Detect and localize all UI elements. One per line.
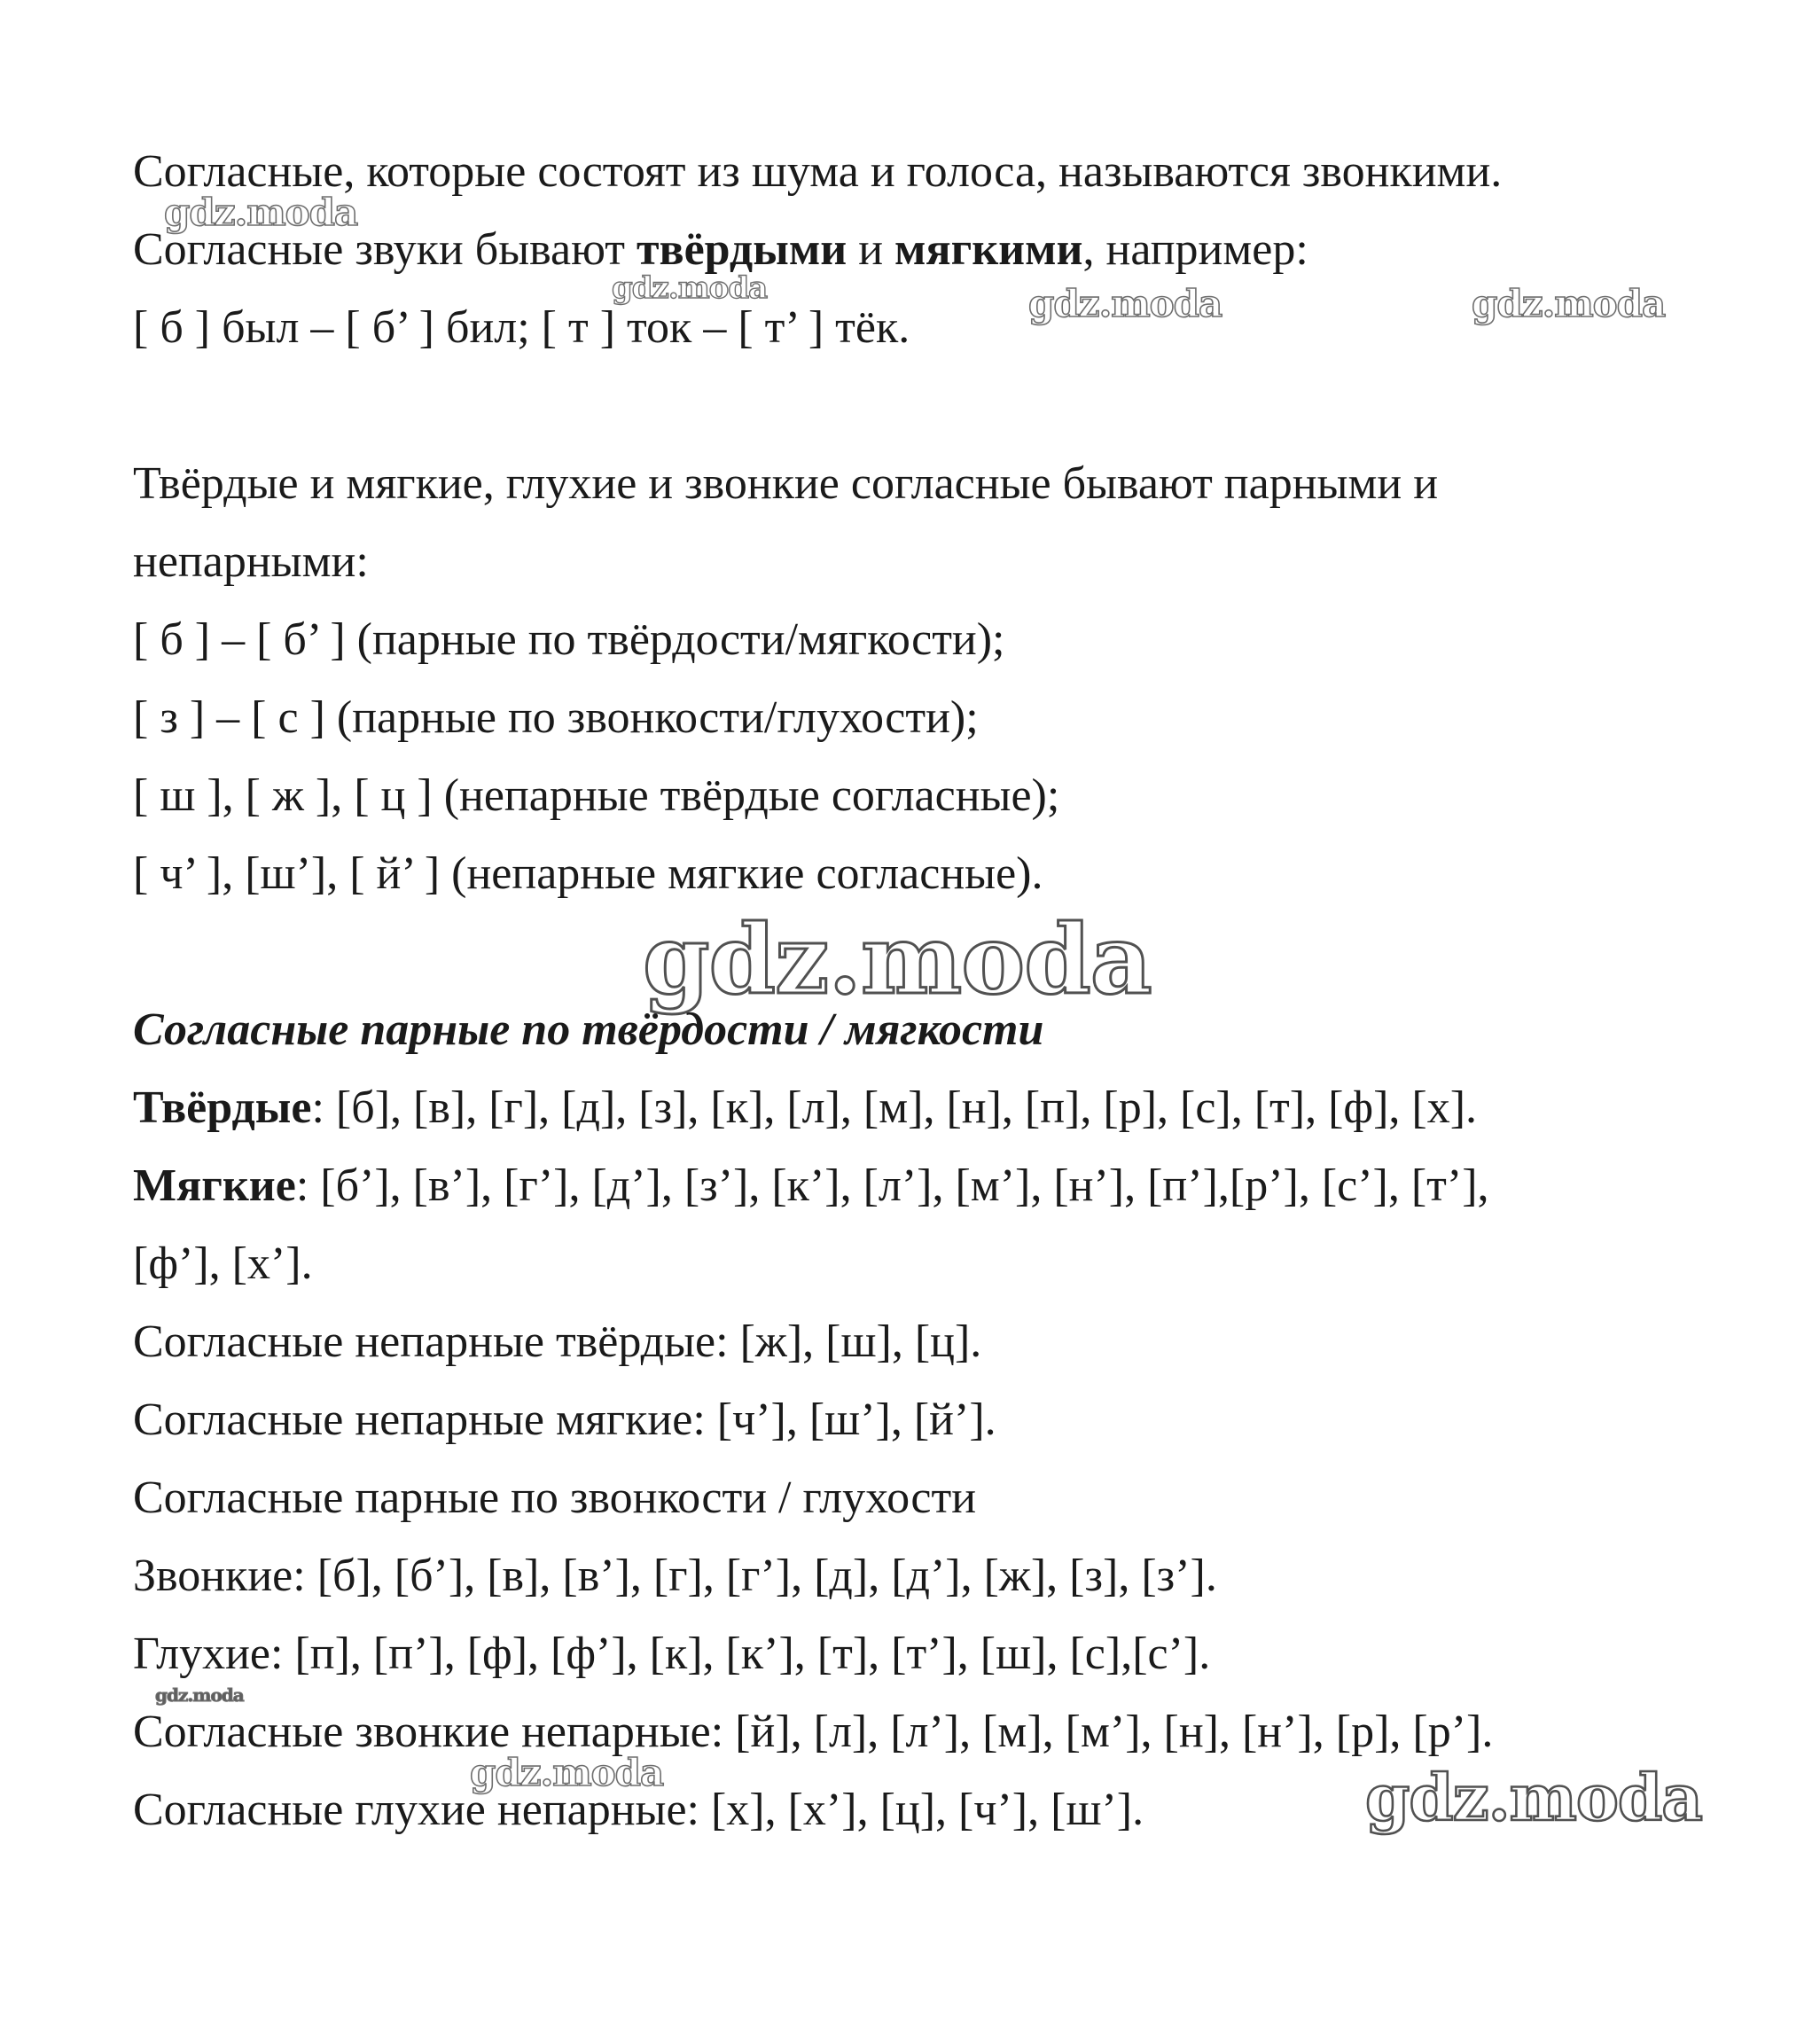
text-span: , например: [1082,224,1308,275]
text-line: Согласные звонкие непарные: [й], [л], [л’], [м], [м’], [н], [н’], [р], [р’]. [133,1707,1494,1757]
hard-label: Твёрдые [133,1082,312,1133]
text-line: непарными: [133,536,369,587]
text-line-example: [ б ] был – [ б’ ] бил; [ т ] ток – [ т’ ] тёк. [133,302,910,353]
watermark-logo: gdz.moda [155,1684,244,1706]
text-line: Глухие: [п], [п’], [ф], [ф’], [к], [к’], [т], [т’], [ш], [с],[с’]. [133,1629,1211,1679]
spacer [133,367,1782,445]
hard-consonants-line [133,1069,1782,1147]
text-line: Согласные, которые состоят из шума и голоса, называются звонкими. [133,146,1503,197]
hard-list: : [б], [в], [г], [д], [з], [к], [л], [м], [н], [п], [р], [с], [т], [ф], [х]. [311,1082,1478,1133]
text-line: Твёрдые и мягкие, глухие и звонкие согласные бывают парными и [133,458,1439,509]
watermark-logo: gdz.moda [612,270,768,306]
watermark-logo: gdz.moda [1028,282,1222,325]
text-span: Согласные звуки бывают [133,224,637,275]
text-line: Согласные парные по звонкости / глухости [133,1473,977,1523]
watermark-logo: gdz.moda [470,1751,664,1794]
soft-label: Мягкие [133,1160,296,1211]
soft-list: : [б’], [в’], [г’], [д’], [з’], [к’], [л’], [м’], [н’], [п’],[р’], [с’], [т’], [295,1160,1489,1211]
text-line: [ з ] – [ с ] (парные по звонкости/глухости); [133,692,979,743]
section-title: Согласные парные по твёрдости / мягкости [133,1004,1044,1055]
text-span: и [847,224,895,275]
bold-term-soft: мягкими [894,224,1083,275]
text-line: [ ч’ ], [ш’], [ й’ ] (непарные мягкие согласные). [133,848,1043,899]
watermark-logo: gdz.moda [164,191,358,234]
text-line: Согласные непарные твёрдые: [ж], [ш], [ц]. [133,1316,982,1367]
text-line: [ ш ], [ ж ], [ ц ] (непарные твёрдые согласные); [133,770,1060,821]
text-line: Звонкие: [б], [б’], [в], [в’], [г], [г’], [д], [д’], [ж], [з], [з’]. [133,1551,1217,1601]
document-page [133,133,1782,1849]
text-line-hard-soft [133,211,1782,289]
soft-consonants-line [133,1147,1782,1225]
text-line: Согласные глухие непарные: [х], [х’], [ц], [ч’], [ш’]. [133,1785,1144,1835]
bold-term-hard: твёрдыми [636,224,848,275]
watermark-logo: gdz.moda [1472,282,1666,325]
spacer [133,913,1782,991]
soft-consonants-line-cont: [ф’], [х’]. [133,1238,313,1289]
text-line: [ б ] – [ б’ ] (парные по твёрдости/мягкости); [133,614,1005,665]
watermark-logo: gdz.moda [643,904,1152,1016]
watermark-logo: gdz.moda [1365,1760,1702,1835]
text-line: Согласные непарные мягкие: [ч’], [ш’], [й’]. [133,1394,996,1445]
